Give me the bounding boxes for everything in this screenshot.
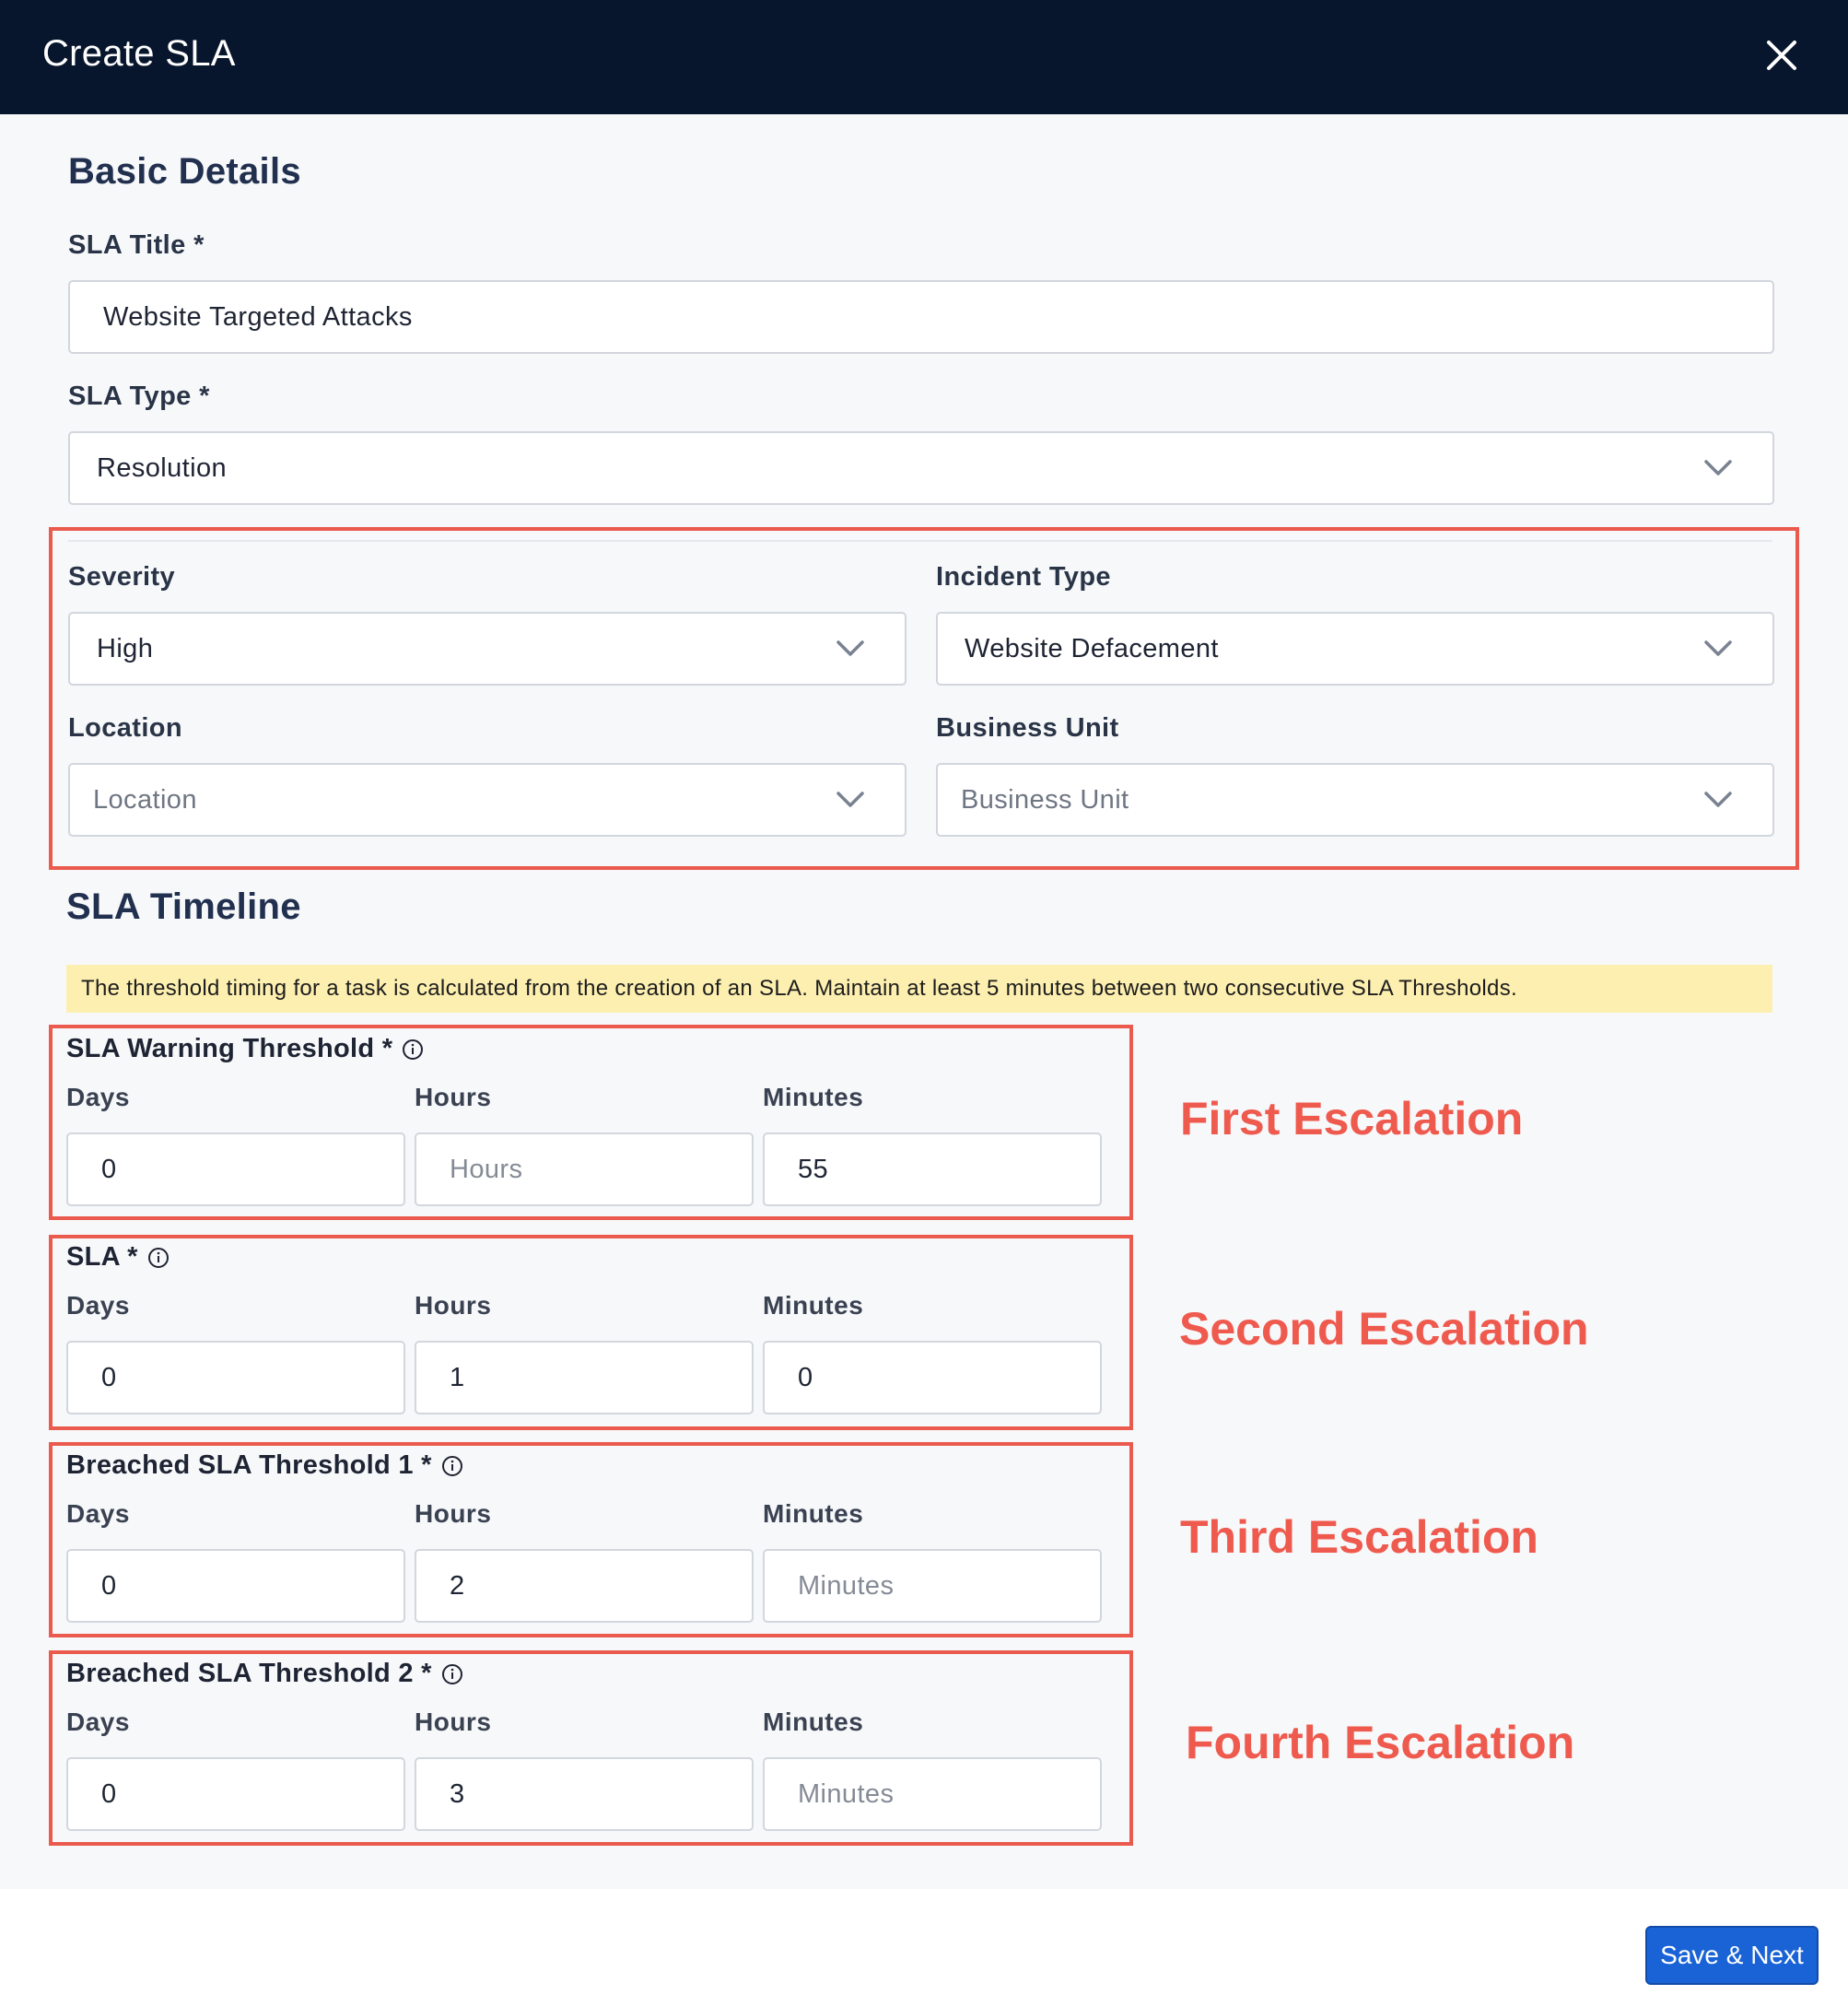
business-unit-placeholder: Business Unit: [961, 784, 1129, 815]
warning-days-value: 0: [101, 1154, 117, 1184]
incident-type-label: Incident Type: [936, 562, 1111, 592]
location-label: Location: [68, 713, 183, 743]
hours-label: Hours: [415, 1707, 492, 1736]
incident-type-select[interactable]: [936, 612, 1774, 686]
sla-days-value: 0: [101, 1362, 117, 1392]
warning-hours-placeholder: Hours: [450, 1154, 523, 1184]
breached2-minutes-placeholder: Minutes: [798, 1778, 895, 1809]
breached1-days-value: 0: [101, 1570, 117, 1601]
dialog-header: [0, 0, 1848, 114]
chevron-down-icon: [1702, 789, 1734, 811]
days-label: Days: [66, 1083, 130, 1111]
chevron-down-icon: [1702, 457, 1734, 479]
minutes-label: Minutes: [763, 1291, 864, 1320]
breached2-threshold-label: Breached SLA Threshold 2 *: [66, 1659, 432, 1688]
save-next-button[interactable]: Save & Next: [1645, 1926, 1819, 1985]
warning-minutes-input[interactable]: [763, 1132, 1102, 1206]
breached1-hours-input[interactable]: [415, 1549, 754, 1623]
sla-type-value: Resolution: [97, 452, 228, 483]
breached1-minutes-placeholder: Minutes: [798, 1570, 895, 1601]
fourth-escalation-annotation: Fourth Escalation: [1186, 1717, 1575, 1768]
sla-title-label: SLA Title *: [68, 230, 205, 260]
breached1-threshold-title: [66, 1450, 463, 1481]
sla-hours-input[interactable]: [415, 1341, 754, 1414]
breached1-threshold-label: Breached SLA Threshold 1 *: [66, 1450, 432, 1480]
warning-hours-input[interactable]: [415, 1132, 754, 1206]
sla-title-input[interactable]: [68, 280, 1774, 354]
sla-days-input[interactable]: [66, 1341, 405, 1414]
sla-timeline-heading: SLA Timeline: [66, 886, 301, 927]
minutes-label: Minutes: [763, 1083, 864, 1111]
minutes-label: Minutes: [763, 1707, 864, 1736]
severity-label: Severity: [68, 562, 176, 592]
hours-label: Hours: [415, 1291, 492, 1320]
dialog-footer: [0, 1889, 1848, 1995]
days-label: Days: [66, 1291, 130, 1320]
info-icon[interactable]: [441, 1455, 463, 1477]
breached2-threshold-title: [66, 1659, 463, 1689]
warning-threshold-title: [66, 1034, 424, 1064]
threshold-notice: The threshold timing for a task is calculated from the creation of an SLA. Maintain at least 5 minutes between two consecutive SLA Thresholds.: [66, 965, 1772, 1013]
sla-minutes-input[interactable]: [763, 1341, 1102, 1414]
sla-threshold-label: SLA *: [66, 1242, 138, 1272]
breached1-hours-value: 2: [450, 1570, 465, 1601]
close-icon[interactable]: [1761, 35, 1802, 76]
severity-value: High: [97, 633, 154, 663]
hours-label: Hours: [415, 1083, 492, 1111]
sla-threshold-title: [66, 1242, 170, 1273]
hours-label: Hours: [415, 1499, 492, 1528]
severity-select[interactable]: [68, 612, 906, 686]
breached2-minutes-input[interactable]: [763, 1757, 1102, 1831]
incident-type-value: Website Defacement: [965, 633, 1219, 663]
sla-title-value: Website Targeted Attacks: [103, 301, 413, 332]
days-label: Days: [66, 1707, 130, 1736]
sla-type-label: SLA Type *: [68, 381, 210, 411]
business-unit-select[interactable]: [936, 763, 1774, 837]
warning-days-input[interactable]: [66, 1132, 405, 1206]
days-label: Days: [66, 1499, 130, 1528]
breached2-days-value: 0: [101, 1778, 117, 1809]
basic-details-heading: Basic Details: [68, 151, 301, 192]
location-placeholder: Location: [93, 784, 197, 815]
breached2-days-input[interactable]: [66, 1757, 405, 1831]
breached1-minutes-input[interactable]: [763, 1549, 1102, 1623]
divider: [68, 540, 1772, 542]
dialog-title: Create SLA: [42, 33, 236, 74]
warning-threshold-label: SLA Warning Threshold *: [66, 1034, 393, 1063]
sla-type-select[interactable]: [68, 431, 1774, 505]
chevron-down-icon: [835, 789, 866, 811]
info-icon[interactable]: [441, 1663, 463, 1685]
chevron-down-icon: [1702, 638, 1734, 660]
breached2-hours-input[interactable]: [415, 1757, 754, 1831]
location-select[interactable]: [68, 763, 906, 837]
business-unit-label: Business Unit: [936, 713, 1119, 743]
info-icon[interactable]: [147, 1247, 170, 1269]
first-escalation-annotation: First Escalation: [1180, 1093, 1524, 1144]
third-escalation-annotation: Third Escalation: [1180, 1511, 1538, 1563]
chevron-down-icon: [835, 638, 866, 660]
sla-minutes-value: 0: [798, 1362, 813, 1392]
breached2-hours-value: 3: [450, 1778, 465, 1809]
sla-hours-value: 1: [450, 1362, 465, 1392]
info-icon[interactable]: [402, 1039, 424, 1061]
breached1-days-input[interactable]: [66, 1549, 405, 1623]
minutes-label: Minutes: [763, 1499, 864, 1528]
second-escalation-annotation: Second Escalation: [1179, 1303, 1589, 1355]
warning-minutes-value: 55: [798, 1154, 829, 1184]
